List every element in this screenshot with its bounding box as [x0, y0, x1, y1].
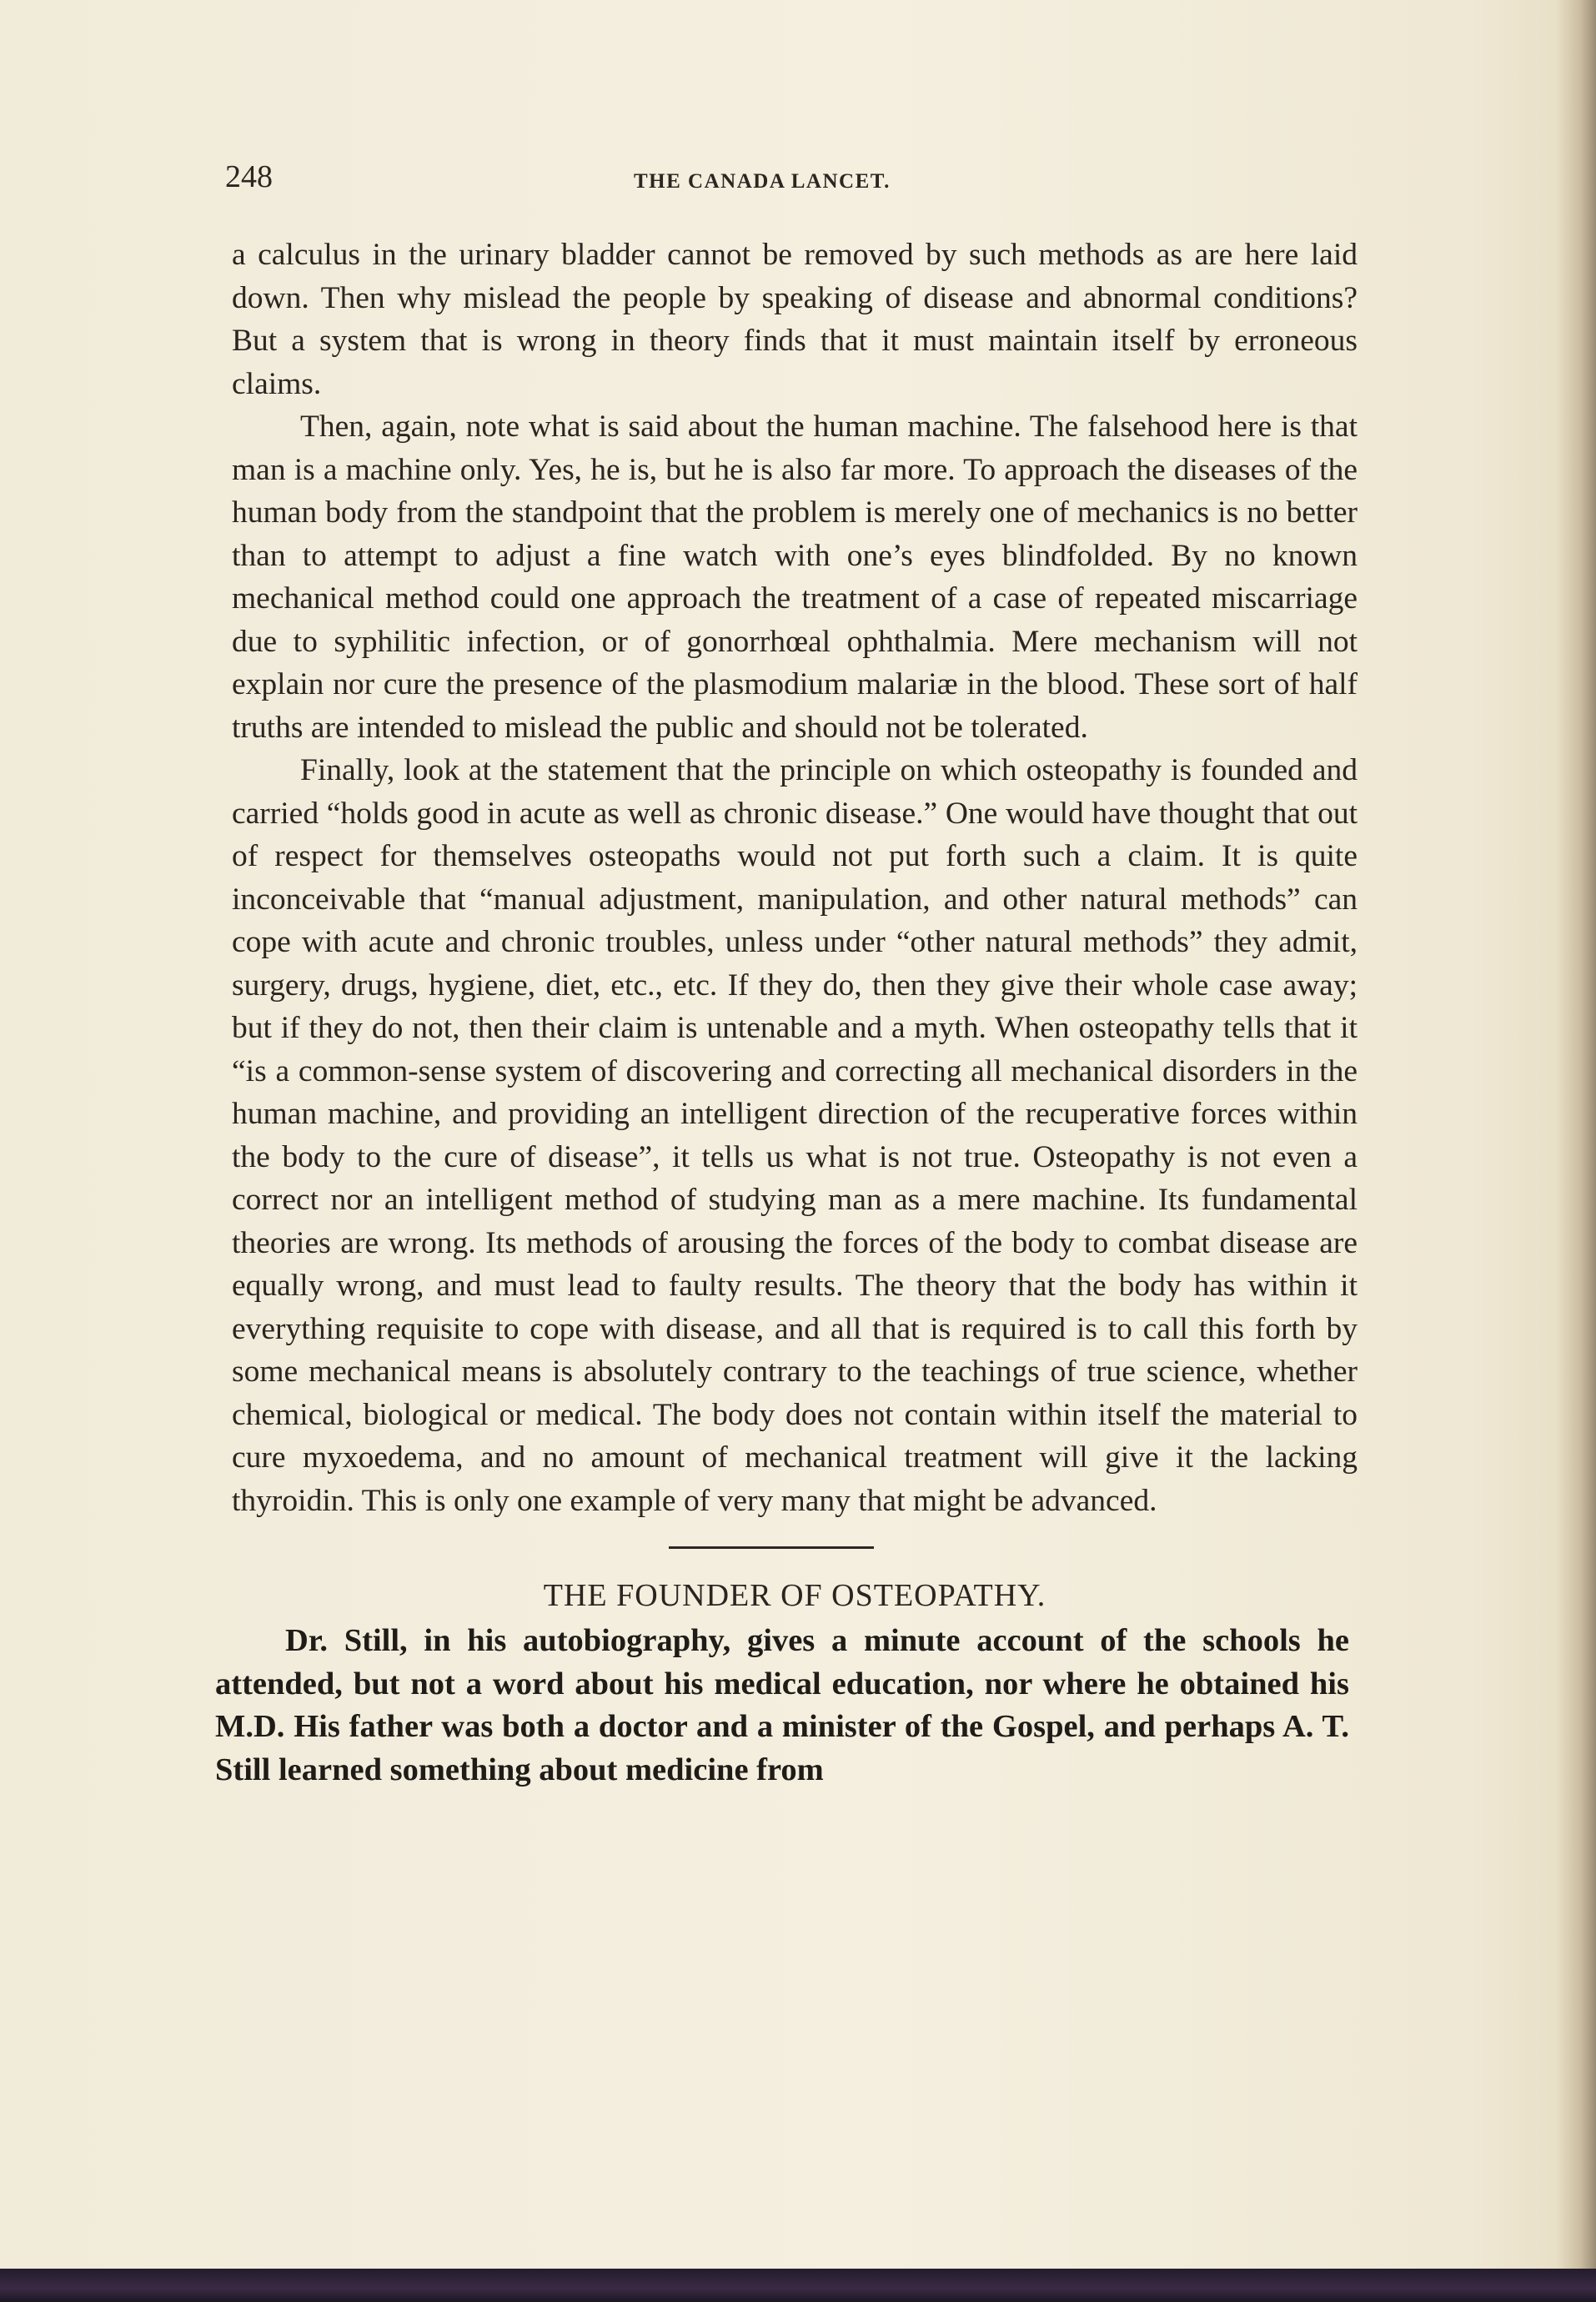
running-title: THE CANADA LANCET.: [634, 170, 891, 193]
paragraph-founder: Dr. Still, in his autobiography, gives a minute account of the schools he attended, but not a word about his medical education, nor where he obtained his M.D. His father was both a doctor and a minister of the Gospel, and perhaps A. T. Still learned something about medicine from: [215, 1623, 1349, 1787]
section-divider: [669, 1546, 874, 1549]
paragraph-human-machine: Then, again, note what is said about the human machine. The falsehood here is that man is a machine only. Yes, he is, but he is also far more. To approach the diseases of the human body from the standpoint that the problem is merely one of mechanics is no better than to attempt to adjust a fine watch with one’s eyes blindfolded. By no known mechanical method could one approach the treatment of a case of repeated miscarriage due to syphilitic infection, or of gonorrhœal ophthalmia. Mere mechanism will not explain nor cure the presence of the plasmodium malariæ in the blood. These sort of half truths are intended to mislead the public and should not be tolerated.: [232, 410, 1358, 745]
page-header: [225, 158, 1359, 209]
page-number: 248: [225, 159, 273, 194]
founder-section: [215, 1620, 1349, 1792]
paragraph-finally: Finally, look at the statement that the principle on which osteopathy is founded and carried “holds good in acute as well as chronic disease.” One would have thought that out of respect for themselves osteopaths would not put forth such a claim. It is quite inconceivable that “manual adjustment, manipulation, and other natural methods” can cope with acute and chronic troubles, unless under “other natural methods” they admit, surgery, drugs, hygiene, diet, etc., etc. If they do, then they give their whole case away; but if they do not, then their claim is untenable and a myth. When osteopathy tells that it “is a common-sense system of discovering and correcting all mechanical disorders in the human machine, and providing an intelligent direction of the recuperative forces within the body to the cure of disease”, it tells us what is not true. Osteopathy is not even a correct nor an intelligent method of studying man as a mere machine. Its fundamental theories are wrong. Its methods of arousing the forces of the body to combat disease are equally wrong, and must lead to faulty results. The theory that the body has within it everything requisite to cope with disease, and all that is required is to call this forth by some mechanical means is absolutely contrary to the teachings of true science, whether chemical, biological or medical. The body does not contain within itself the material to cure myxoedema, and no amount of mechanical treatment will give it the lacking thyroidin. This is only one example of very many that might be advanced.: [232, 753, 1358, 1518]
paragraph-continued: a calculus in the urinary bladder cannot be removed by such methods as are here laid down. Then why mislead the people by speaking of disease and abnormal conditions? But a system that is wrong in theory finds that it must maintain itself by erroneous claims.: [232, 238, 1358, 401]
page-gutter-shadow: [1556, 0, 1596, 2269]
page-bottom-edge: [0, 2269, 1596, 2302]
section-heading: THE FOUNDER OF OSTEOPATHY.: [543, 1578, 1046, 1613]
article-body: [215, 234, 1358, 1792]
